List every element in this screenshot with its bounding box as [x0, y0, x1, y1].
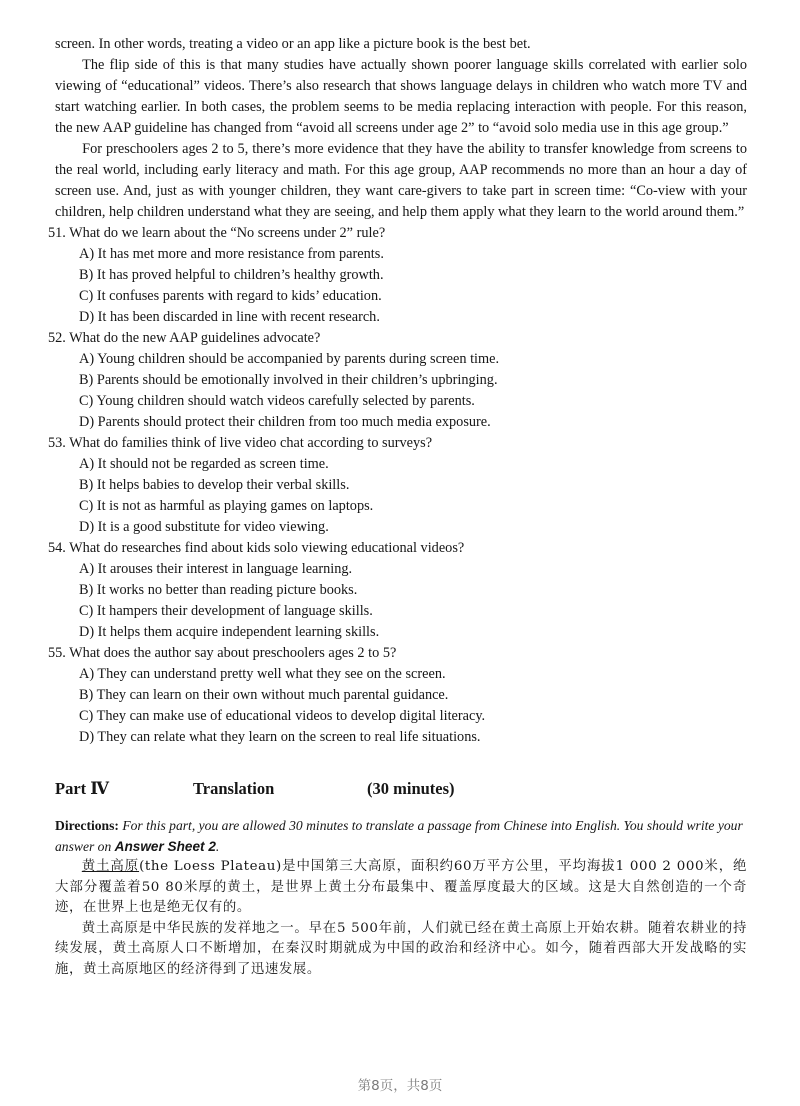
page-body: [48, 34, 747, 980]
question-55: [48, 643, 747, 748]
option-a: A) They can understand pretty well what they see on the screen.: [79, 666, 446, 682]
option-b: B) They can learn on their own without much parental guidance.: [79, 687, 449, 703]
passage-paragraph-2: The flip side of this is that many studies have actually shown poorer language skills correlated with earlier solo viewing of “educational” videos. There’s also research that shows language delays in children who watch more TV and start watching earlier. In both cases, the problem seems to be media replacing interaction with people. For this reason, the new AAP guideline has changed from “avoid all screens under age 2” to “avoid solo media use in this age group.”: [55, 57, 747, 136]
underlined-term: 黄土高原: [81, 859, 140, 874]
question-stem: 55. What does the author say about preschoolers ages 2 to 5?: [48, 645, 397, 661]
option-b: B) It has proved helpful to children’s healthy growth.: [79, 267, 384, 283]
directions-lead: Directions:: [55, 818, 119, 833]
answer-sheet-ref: Answer Sheet 2: [114, 839, 216, 854]
option-d: D) They can relate what they learn on the screen to real life situations.: [79, 729, 481, 745]
question-stem: 54. What do researches find about kids solo viewing educational videos?: [48, 540, 465, 556]
option-b: B) Parents should be emotionally involved in their children’s upbringing.: [79, 372, 498, 388]
part-4-heading: [55, 778, 747, 802]
question-51: [48, 223, 747, 328]
option-d: D) It is a good substitute for video viewing.: [79, 519, 329, 535]
question-stem: 52. What do the new AAP guidelines advocate?: [48, 330, 321, 346]
passage-paragraph-1: screen. In other words, treating a video or an app like a picture book is the best bet.: [55, 36, 531, 52]
option-b: B) It helps babies to develop their verbal skills.: [79, 477, 350, 493]
directions-end: .: [215, 839, 220, 854]
passage-paragraph-3: For preschoolers ages 2 to 5, there’s more evidence that they have the ability to transfer knowledge from screens to the real world, including early literacy and math. For this age group, AAP recommends no more than an hour a day of screen use. And, just as with younger children, they want care-givers to take part in screen time: “Co-view with your children, help children understand what they are seeing, and help them apply what they learn to the world around them.”: [55, 141, 747, 220]
option-a: A) It arouses their interest in language learning.: [79, 561, 353, 577]
translation-directions: [55, 815, 747, 857]
option-c: C) It confuses parents with regard to kids’ education.: [79, 288, 382, 304]
option-d: D) It helps them acquire independent learning skills.: [79, 624, 380, 640]
option-a: A) Young children should be accompanied by parents during screen time.: [79, 351, 500, 367]
question-52: [48, 328, 747, 433]
section-title: Translation: [193, 779, 275, 798]
chinese-paragraph-1-text: (the Loess Plateau)是中国第三大高原，面积约60万平方公里，平均海拔1 000 2 000米，绝大部分覆盖着50 80米厚的黄土，是世界上黄土分布最集中、覆盖厚度最大的区域。这是大自然创造的一个奇迹，在世界上也是绝无仅有的。: [55, 859, 747, 915]
option-a: A) It has met more and more resistance from parents.: [79, 246, 384, 262]
option-c: C) Young children should watch videos carefully selected by parents.: [79, 393, 475, 409]
section-time: (30 minutes): [367, 779, 455, 798]
question-53: [48, 433, 747, 538]
part-label: Part Ⅳ: [55, 779, 109, 798]
chinese-paragraph-1: [55, 857, 747, 919]
option-c: C) It is not as harmful as playing games on laptops.: [79, 498, 374, 514]
page-footer: 第8页，共8页: [357, 1078, 443, 1094]
chinese-paragraph-2: 黄土高原是中华民族的发祥地之一。早在5 500年前，人们就已经在黄土高原上开始农耕。随着农耕业的持续发展，黄土高原人口不断增加，在秦汉时期就成为中国的政治和经济中心。如今，随着西部大开发战略的实施，黄土高原地区的经济得到了迅速发展。: [55, 920, 747, 977]
option-c: C) They can make use of educational videos to develop digital literacy.: [79, 708, 486, 724]
question-stem: 51. What do we learn about the “No screens under 2” rule?: [48, 225, 386, 241]
question-stem: 53. What do families think of live video chat according to surveys?: [48, 435, 433, 451]
option-d: D) Parents should protect their children from too much media exposure.: [79, 414, 491, 430]
option-c: C) It hampers their development of language skills.: [79, 603, 373, 619]
directions-text: For this part, you are allowed 30 minutes to translate a passage from Chinese into English. You should write your answer on: [55, 818, 743, 854]
option-a: A) It should not be regarded as screen time.: [79, 456, 329, 472]
option-b: B) It works no better than reading picture books.: [79, 582, 358, 598]
option-d: D) It has been discarded in line with recent research.: [79, 309, 380, 325]
question-54: [48, 538, 747, 643]
